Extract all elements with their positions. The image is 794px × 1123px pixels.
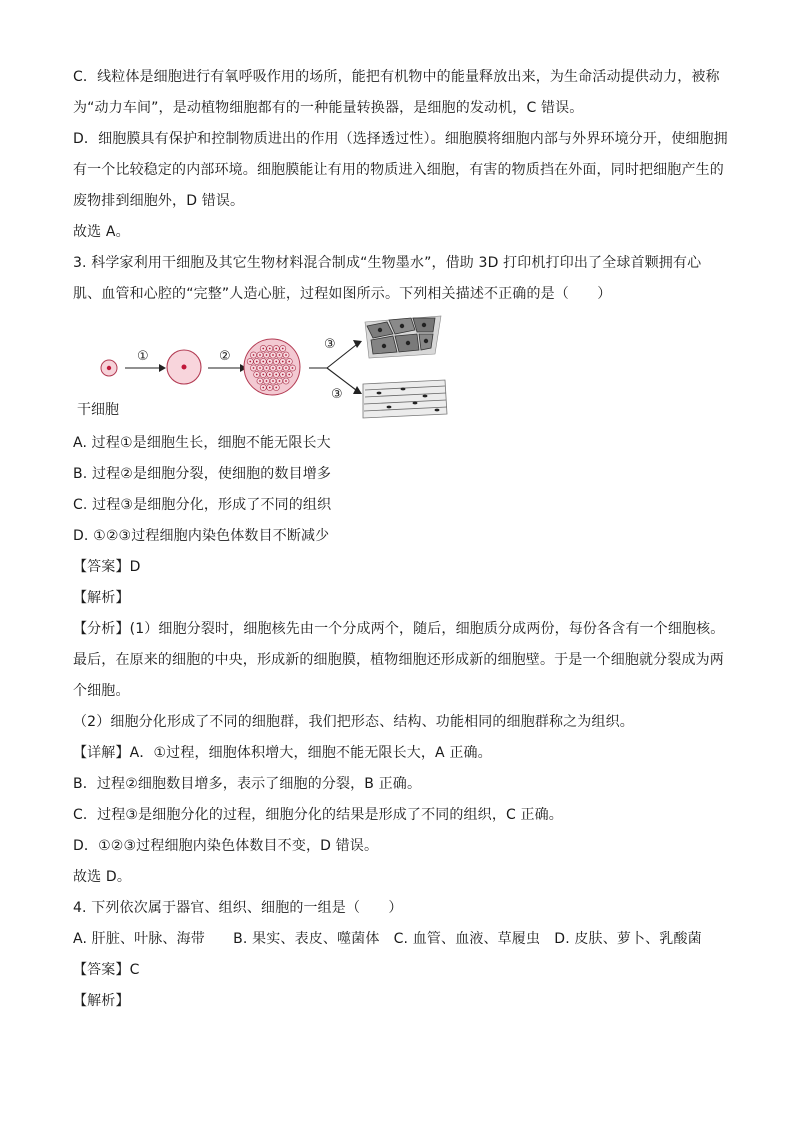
document-page — [73, 62, 728, 1017]
text-line: 为“动力车间”，是动植物细胞都有的一种能量转换器，是细胞的发动机，C 错误。 — [73, 100, 584, 116]
grown-cell — [167, 350, 201, 384]
text-line: 废物排到细胞外，D 错误。 — [73, 193, 245, 209]
analysis-line: 故选 D。 — [73, 869, 131, 885]
daughter-cell-nucleus — [253, 354, 255, 356]
daughter-cell-nucleus — [275, 387, 277, 389]
daughter-cell-nucleus — [262, 348, 264, 350]
daughter-cell-nucleus — [269, 387, 271, 389]
analysis-line: 最后，在原来的细胞的中央，形成新的细胞膜，植物细胞还形成新的细胞壁。于是一个细胞就分裂成为两 — [73, 652, 724, 668]
daughter-cell-nucleus — [256, 361, 258, 363]
daughter-cell-nucleus — [282, 361, 284, 363]
analysis-line: D．①②③过程细胞内染色体数目不变，D 错误。 — [73, 838, 379, 854]
question-3-stem: 3. 科学家利用干细胞及其它生物材料混合制成“生物墨水”，借助 3D 打印机打印出了全球首颗拥有心 — [73, 255, 702, 271]
stem-cell-diagram — [73, 310, 723, 428]
option-c: C. 过程③是细胞分化，形成了不同的组织 — [73, 497, 332, 513]
daughter-cell-nucleus — [275, 361, 277, 363]
stem-cell — [101, 360, 117, 376]
daughter-cell-nucleus — [269, 348, 271, 350]
daughter-cell-nucleus — [279, 367, 281, 369]
daughter-cell-nucleus — [275, 348, 277, 350]
daughter-cell-nucleus — [282, 374, 284, 376]
option-a: A. 过程①是细胞生长，细胞不能无限长大 — [73, 435, 331, 451]
option-b: B. 过程②是细胞分裂，使细胞的数目增多 — [73, 466, 332, 482]
daughter-cell-nucleus — [262, 387, 264, 389]
cell-cluster — [244, 339, 300, 395]
daughter-cell-nucleus — [272, 380, 274, 382]
daughter-cell-nucleus — [272, 354, 274, 356]
diagram-svg — [73, 310, 493, 428]
analysis-line: 【详解】A．①过程，细胞体积增大，细胞不能无限长大，A 正确。 — [73, 745, 492, 761]
tissue-muscle — [363, 380, 447, 418]
daughter-cell-nucleus — [292, 367, 294, 369]
analysis-heading: 【解析】 — [73, 590, 130, 606]
option-d: D. ①②③过程细胞内染色体数目不断减少 — [73, 528, 330, 544]
tissue-epithelial — [365, 316, 441, 358]
daughter-cell-nucleus — [282, 348, 284, 350]
daughter-cell-nucleus — [272, 367, 274, 369]
daughter-cell-nucleus — [259, 380, 261, 382]
step-3b-label: ③ — [331, 387, 343, 402]
question-4-stem: 4. 下列依次属于器官、组织、细胞的一组是（ ） — [73, 900, 403, 916]
daughter-cell-nucleus — [249, 361, 251, 363]
daughter-cell-nucleus — [266, 367, 268, 369]
analysis-line: B．过程②细胞数目增多，表示了细胞的分裂，B 正确。 — [73, 776, 422, 792]
daughter-cell-nucleus — [266, 354, 268, 356]
daughter-cell-nucleus — [269, 374, 271, 376]
daughter-cell-nucleus — [288, 361, 290, 363]
daughter-cell-nucleus — [259, 354, 261, 356]
daughter-cell-nucleus — [285, 380, 287, 382]
daughter-cell-nucleus — [285, 367, 287, 369]
daughter-cell-nucleus — [256, 374, 258, 376]
answer-line: 【答案】D — [73, 559, 141, 575]
daughter-cell-nucleus — [269, 361, 271, 363]
daughter-cell-nucleus — [262, 361, 264, 363]
step-1-label: ① — [137, 349, 149, 364]
daughter-cell-nucleus — [259, 367, 261, 369]
question-4-options: A. 肝脏、叶脉、海带 B. 果实、表皮、噬菌体 C. 血管、血液、草履虫 D. 皮肤、萝卜、乳酸菌 — [73, 931, 702, 947]
analysis-line: （2）细胞分化形成了不同的细胞群，我们把形态、结构、功能相同的细胞群称之为组织。 — [73, 714, 634, 730]
analysis-heading: 【解析】 — [73, 993, 130, 1009]
analysis-line: C．过程③是细胞分化的过程，细胞分化的结果是形成了不同的组织，C 正确。 — [73, 807, 563, 823]
daughter-cell-nucleus — [288, 374, 290, 376]
daughter-cell-nucleus — [262, 374, 264, 376]
daughter-cell-nucleus — [285, 354, 287, 356]
step-2-label: ② — [219, 349, 231, 364]
text-line: 有一个比较稳定的内部环境。细胞膜能让有用的物质进入细胞，有害的物质挡在外面，同时把细胞产生的 — [73, 162, 724, 178]
text-line: C．线粒体是细胞进行有氧呼吸作用的场所，能把有机物中的能量释放出来，为生命活动提供动力，被称 — [73, 69, 720, 85]
daughter-cell-nucleus — [279, 380, 281, 382]
daughter-cell-nucleus — [266, 380, 268, 382]
text-line: D．细胞膜具有保护和控制物质进出的作用（选择透过性）。细胞膜将细胞内部与外界环境分开，使细胞拥 — [73, 131, 728, 147]
daughter-cell-nucleus — [275, 374, 277, 376]
text-line: 故选 A。 — [73, 224, 130, 240]
stem-cell-caption: 干细胞 — [77, 402, 119, 418]
analysis-line: 【分析】(1）细胞分裂时，细胞核先由一个分成两个，随后，细胞质分成两份，每份各含有一个细胞核。 — [73, 621, 725, 637]
daughter-cell-nucleus — [279, 354, 281, 356]
step-3a-label: ③ — [324, 337, 336, 352]
analysis-line: 个细胞。 — [73, 683, 130, 699]
daughter-cell-nucleus — [253, 367, 255, 369]
answer-line: 【答案】C — [73, 962, 140, 978]
question-3-stem: 肌、血管和心腔的“完整”人造心脏，过程如图所示。下列相关描述不正确的是（ ） — [73, 286, 612, 302]
